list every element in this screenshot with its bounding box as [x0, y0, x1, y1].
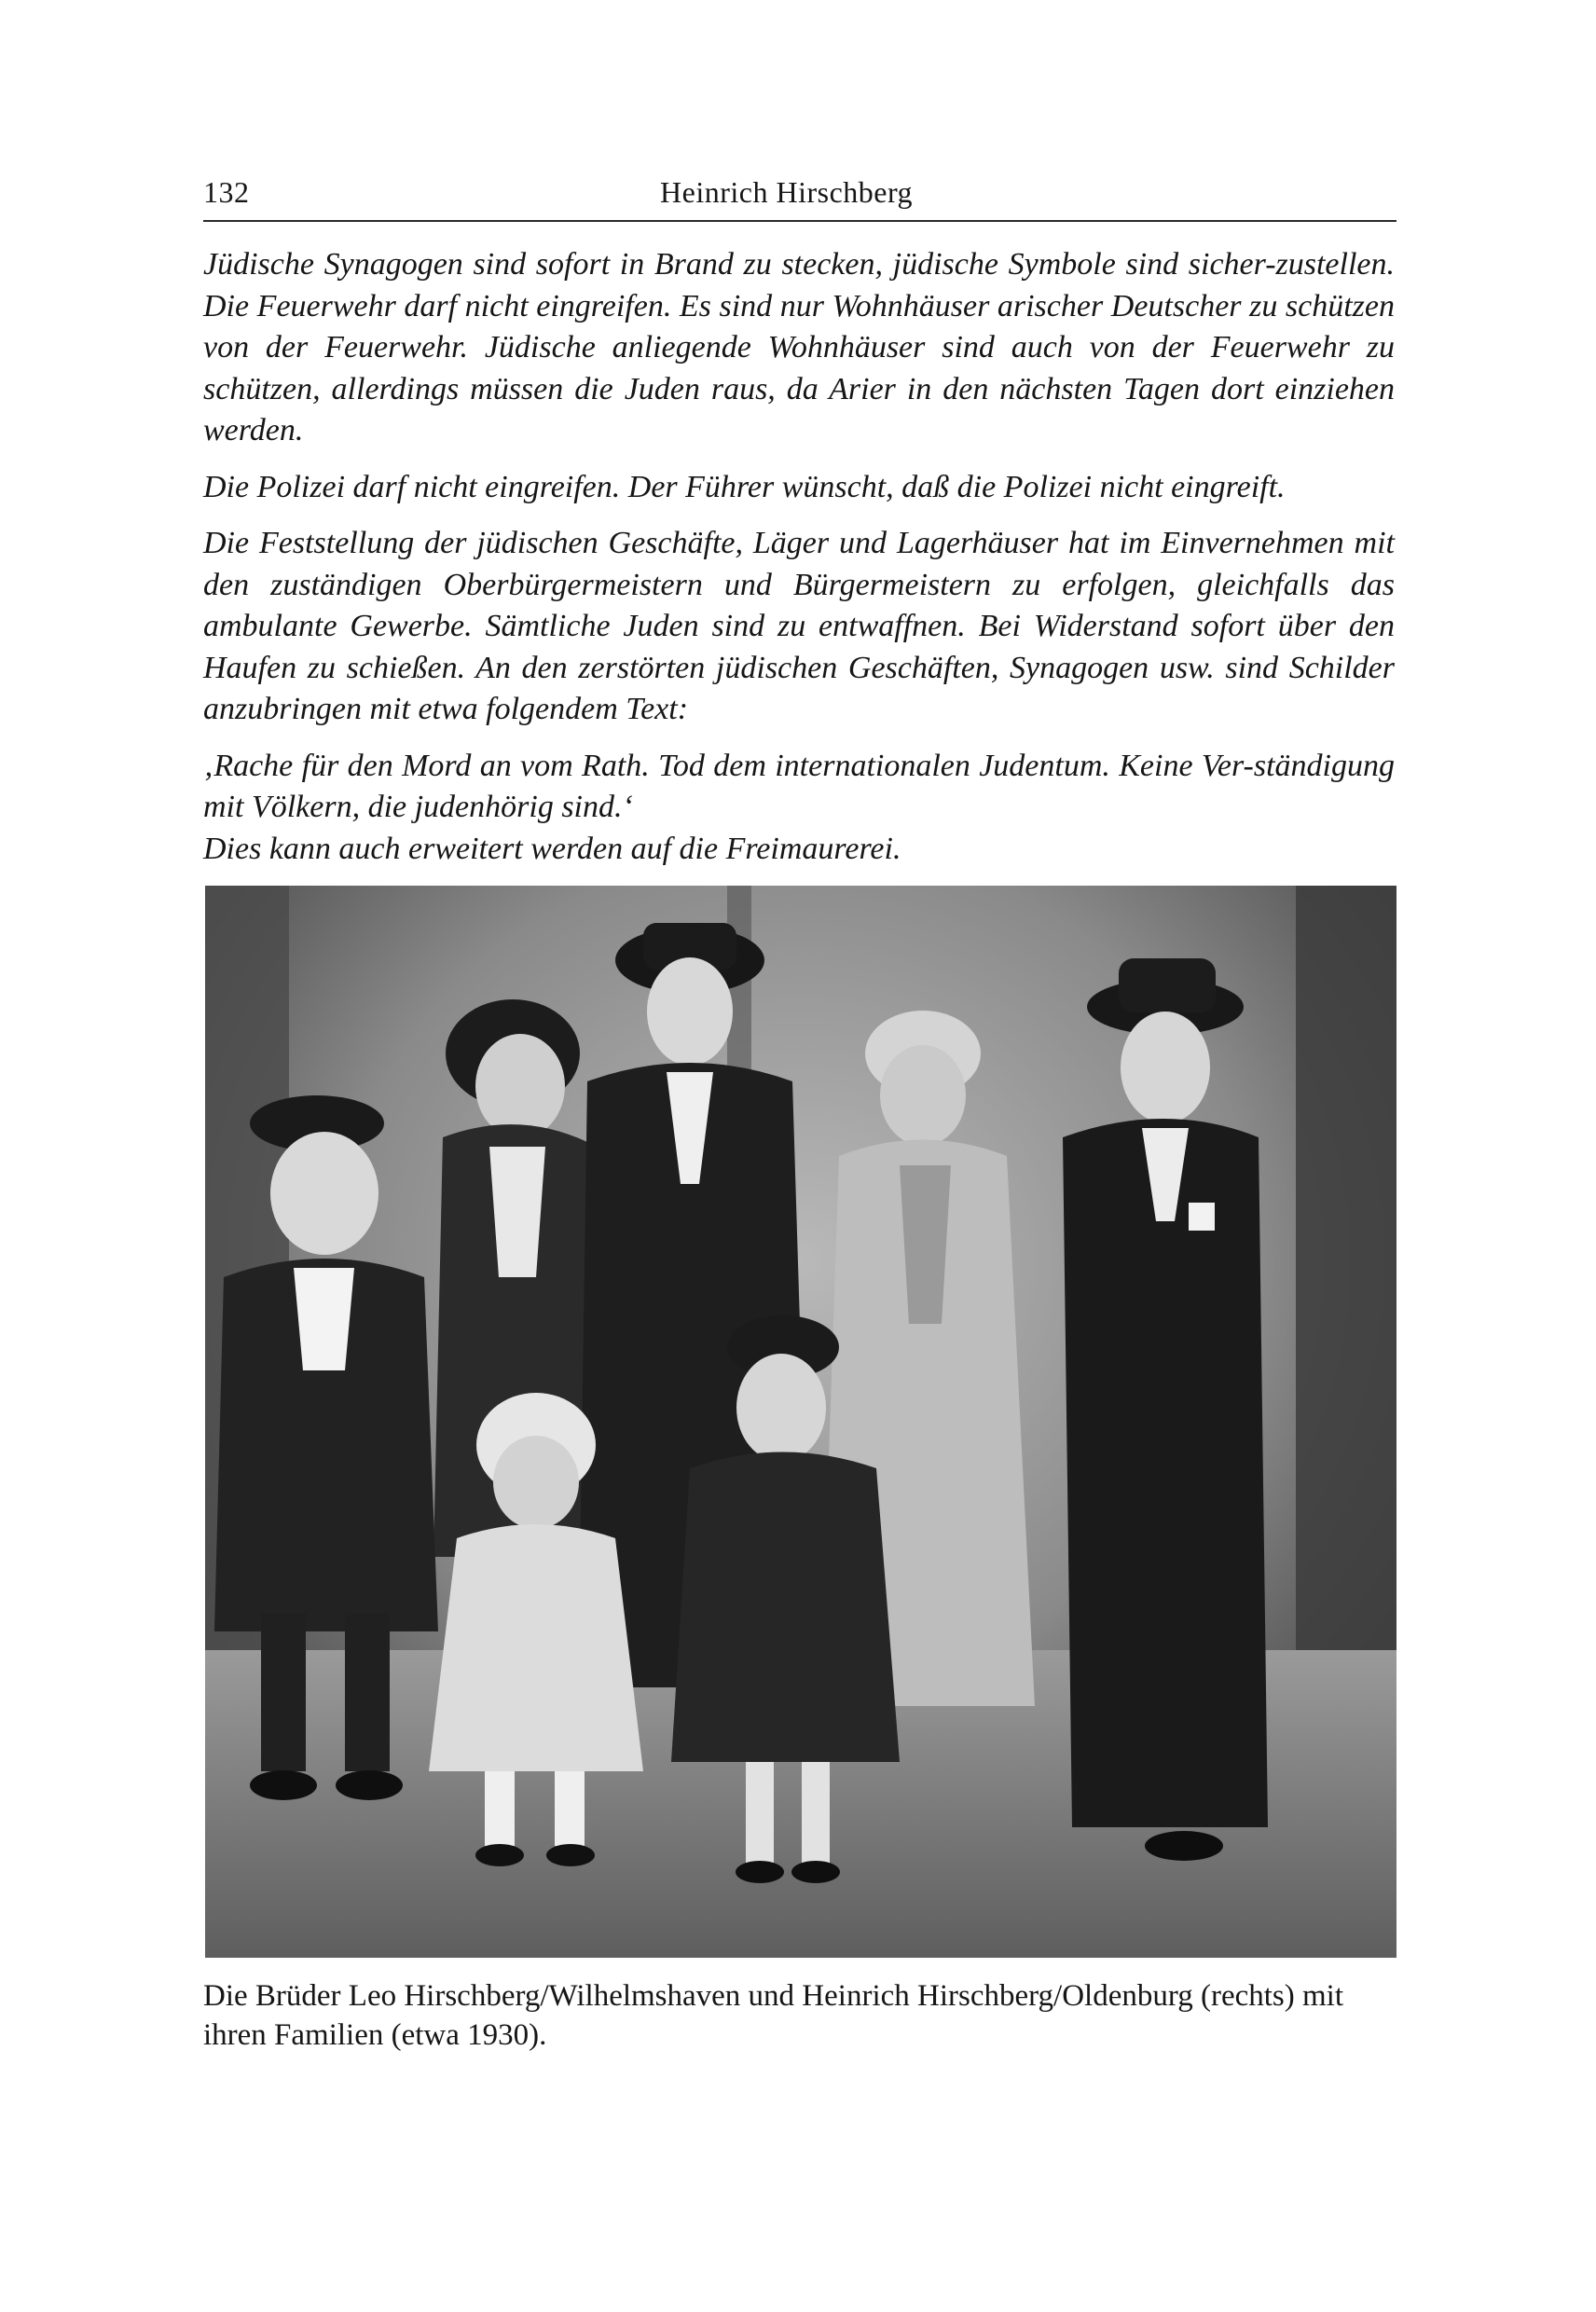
- quoted-document-text: [203, 244, 1395, 885]
- paragraph-sign-text: ‚Rache für den Mord an vom Rath. Tod dem internationalen Judentum. Keine Ver-ständigung mit Völkern, die judenhörig sind.‘: [203, 748, 1395, 824]
- running-head: Heinrich Hirschberg: [660, 175, 914, 209]
- photo-caption: Die Brüder Leo Hirschberg/Wilhelmshaven und Heinrich Hirschberg/Oldenburg (rechts) mit ihren Familien (etwa 1930).: [203, 1979, 1344, 2052]
- paragraph-shops: Die Feststellung der jüdischen Geschäfte, Läger und Lagerhäuser hat im Einvernehmen mit den zuständigen Oberbürgermeistern und Bürgermeistern zu erfolgen, gleichfalls das ambulante Gewerbe. Sämtliche Juden sind zu entwaffnen. Bei Widerstand sofort über den Haufen zu schießen. An den zerstörten jüdischen Geschäften, Synagogen usw. sind Schilder anzubringen mit etwa folgendem Text:: [203, 526, 1395, 726]
- photo-illustration: [205, 886, 1396, 1958]
- header-rule: [203, 220, 1396, 222]
- paragraph-freemasonry: Dies kann auch erweitert werden auf die Freimaurerei.: [203, 831, 901, 866]
- page-header: [203, 166, 1396, 218]
- page-number: 132: [203, 175, 250, 209]
- paragraph-fire-brigade: Jüdische Synagogen sind sofort in Brand zu stecken, jüdische Symbole sind sicher-zustellen. Die Feuerwehr darf nicht eingreifen. Es sind nur Wohnhäuser arischer Deutscher zu schützen von der Feuerwehr. Jüdische anliegende Wohnhäuser sind auch von der Feuerwehr zu schützen, allerdings müssen die Juden raus, da Arier in den nächsten Tagen dort einziehen werden.: [203, 247, 1395, 447]
- family-photograph: [205, 886, 1396, 1958]
- paragraph-police: Die Polizei darf nicht eingreifen. Der Führer wünscht, daß die Polizei nicht eingreift.: [203, 469, 1286, 504]
